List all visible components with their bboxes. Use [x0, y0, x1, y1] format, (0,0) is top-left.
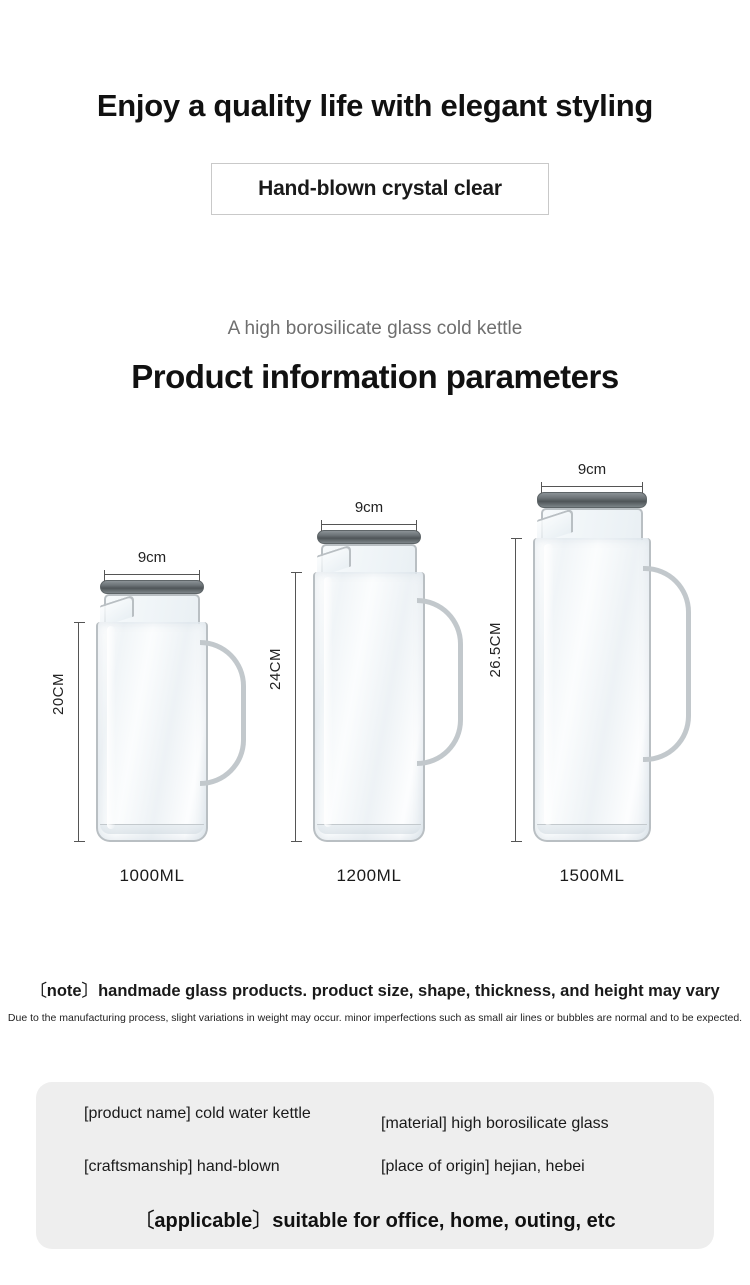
badge-label: Hand-blown crystal clear	[258, 177, 502, 200]
spec-craftsmanship: [craftsmanship] hand-blown	[84, 1158, 280, 1175]
jug-1000ml-height-label: 20CM	[50, 673, 67, 716]
jug-1500ml-handle	[643, 566, 691, 762]
jug-1200ml-width-line	[321, 524, 417, 525]
jug-1000ml-height-line	[78, 622, 79, 842]
jug-1000ml-capacity: 1000ML	[119, 866, 185, 885]
jug-1000ml-lid	[100, 580, 204, 594]
jug-1200ml-lid	[317, 530, 421, 544]
jug-1000ml-width-line	[104, 574, 200, 575]
spec-card	[36, 1082, 714, 1249]
spec-material: [material] high borosilicate glass	[381, 1115, 609, 1132]
badge-hand-blown	[211, 163, 549, 215]
spec-product-name: [product name] cold water kettle	[84, 1105, 311, 1122]
page-title: Product information parameters	[131, 358, 619, 395]
jug-1000ml-body	[96, 622, 208, 842]
jug-1500ml-base	[537, 824, 647, 834]
jug-1500ml-width-line	[541, 486, 643, 487]
note-sub: Due to the manufacturing process, slight variations in weight may occur. minor imperfections such as small air lines or bubbles are normal and to be expected.	[7, 1012, 743, 1024]
size-diagram	[0, 461, 750, 910]
jug-1500ml-body	[533, 538, 651, 842]
jug-1000ml-base	[100, 824, 204, 834]
jug-1200ml-capacity: 1200ML	[336, 866, 402, 885]
jug-1200ml-body	[313, 572, 425, 842]
jug-1200ml-height-line	[295, 572, 296, 842]
jug-1200ml-width-label: 9cm	[354, 499, 384, 516]
jug-1500ml-width-label: 9cm	[577, 461, 607, 478]
jug-1500ml-lid	[537, 492, 647, 508]
kettle-description: A high borosilicate glass cold kettle	[227, 318, 523, 339]
spec-applicable: 〔applicable〕suitable for office, home, outing, etc	[134, 1210, 616, 1232]
jug-1000ml-handle	[200, 640, 246, 786]
jug-1500ml-capacity: 1500ML	[559, 866, 625, 885]
note-main: 〔note〕handmade glass products. product size, shape, thickness, and height may vary	[30, 982, 720, 1000]
jug-1200ml-height-label: 24CM	[267, 648, 284, 691]
jug-1200ml-handle	[417, 598, 463, 766]
jug-1500ml-height-line	[515, 538, 516, 842]
page-headline: Enjoy a quality life with elegant styling	[96, 88, 654, 123]
jug-1200ml-base	[317, 824, 421, 834]
spec-origin: [place of origin] hejian, hebei	[381, 1158, 585, 1175]
jug-1500ml-height-label: 26.5CM	[487, 622, 504, 678]
jug-1000ml-width-label: 9cm	[137, 549, 167, 566]
